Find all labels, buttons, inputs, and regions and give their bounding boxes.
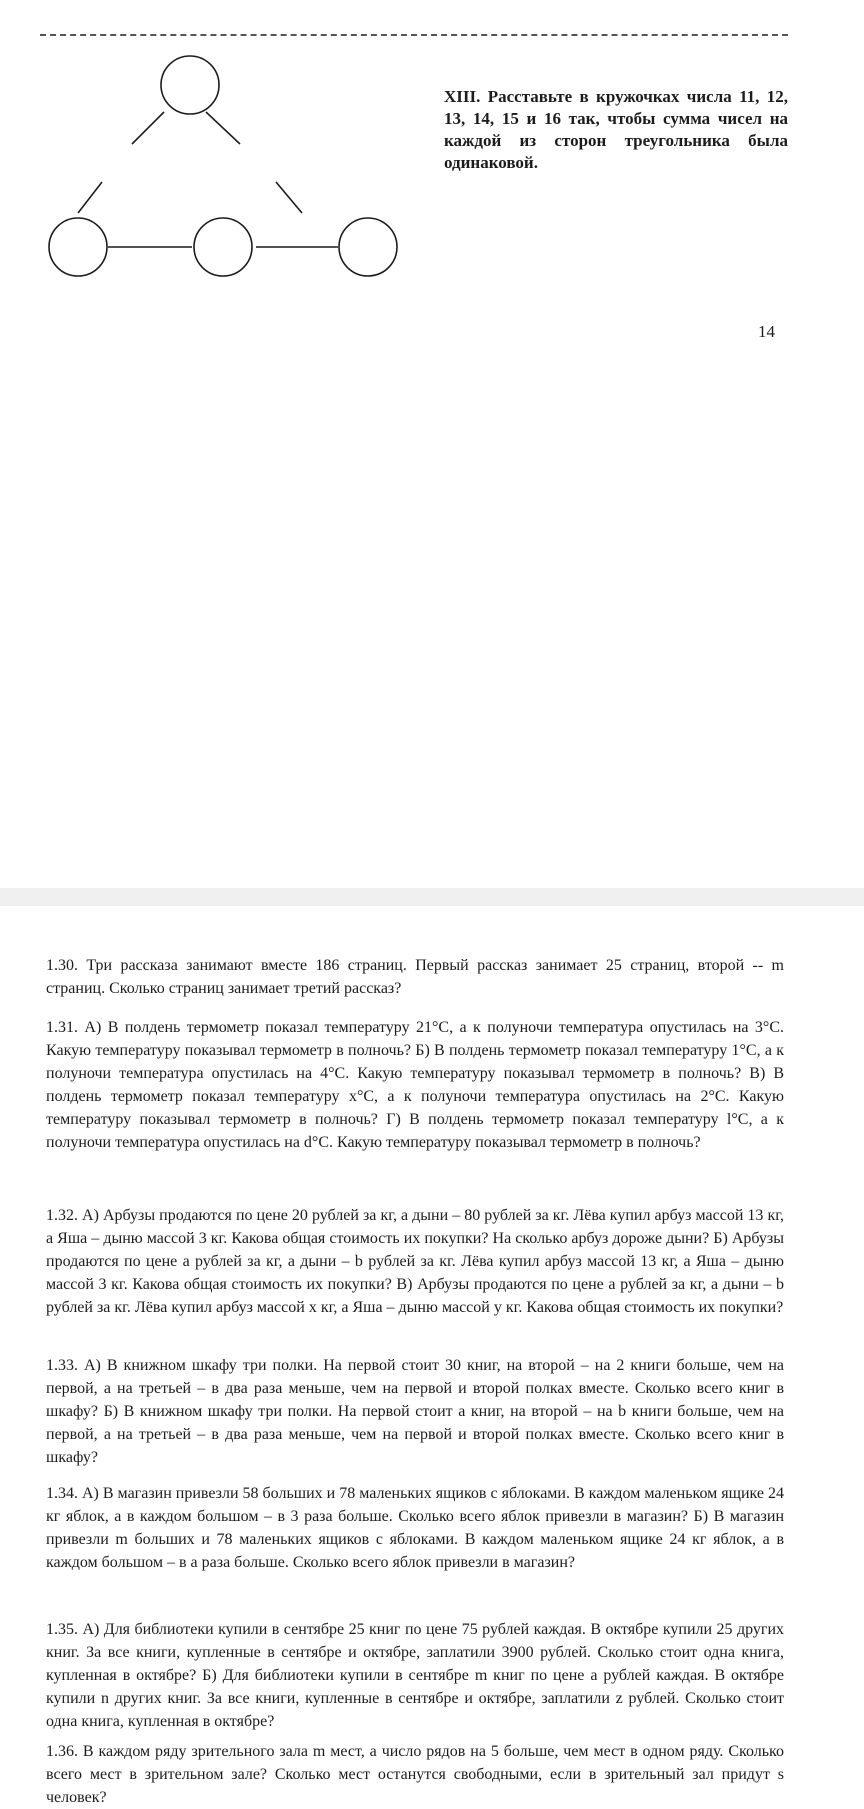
edge-right-mid-to-bottom-right [276, 182, 302, 213]
problem-1-32: 1.32. А) Арбузы продаются по цене 20 рублей за кг, а дыни – 80 рублей за кг. Лёва купил арбуз массой 13 кг, а Яша – дыню массой 3 кг. Какова общая стоимость их покупки? На сколько арбуз дороже дыни? Б) Арбузы продаются по цене a рублей за кг, а дыни – b рублей за кг. Лёва купил арбуз массой 13 кг, а Яша – дыню массой 3 кг. Какова общая стоимость их покупки? В) Арбузы продаются по цене a рублей за кг, а дыни – b рублей за кг. Лёва купил арбуз массой x кг, а Яша – дыню массой y кг. Какова общая стоимость их покупки? [46, 1207, 784, 1316]
task-xiii-text: XIII. Расставьте в кружочках числа 11, 12, 13, 14, 15 и 16 так, чтобы сумма чисел на каждой из сторон треугольника была одинаковой. [444, 87, 788, 172]
circle-bottom-left [49, 218, 107, 276]
edge-top-to-left-mid [132, 112, 164, 144]
page-separator [0, 888, 864, 906]
circle-top [161, 56, 219, 114]
cut-line [40, 34, 788, 36]
circle-bottom-right [339, 218, 397, 276]
top-page [0, 0, 864, 888]
circle-bottom-middle [194, 218, 252, 276]
problem-1-33: 1.33. А) В книжном шкафу три полки. На первой стоит 30 книг, на второй – на 2 книги больше, чем на первой, а на третьей – в два раза меньше, чем на первой и второй полках вместе. Сколько всего книг в шкафу? Б) В книжном шкафу три полки. На первой стоит a книг, на второй – на b книги больше, чем на первой, а на третьей – в два раза меньше, чем на первой и второй полках вместе. Сколько всего книг в шкафу? [46, 1357, 784, 1466]
edge-top-to-right-mid [206, 112, 240, 144]
problem-1-36: 1.36. В каждом ряду зрительного зала m мест, а число рядов на 5 больше, чем мест в одном ряду. Сколько всего мест в зрительном зале? Сколько мест останутся свободными, если в зрительный зал придут s человек? [46, 1743, 784, 1806]
problem-1-30: 1.30. Три рассказа занимают вместе 186 страниц. Первый рассказ занимает 25 страниц, второй -- m страниц. Сколько страниц занимает третий рассказ? [46, 957, 784, 997]
page-number: 14 [758, 322, 775, 341]
triangle-circles-diagram [48, 50, 400, 286]
edge-left-mid-to-bottom-left [78, 182, 102, 213]
problem-1-31: 1.31. А) В полдень термометр показал температуру 21°C, а к полуночи температура опустилась на 3°C. Какую температуру показывал термометр в полночь? Б) В полдень термометр показал температуру 1°C, а к полуночи температура опустилась на 4°C. Какую температуру показывал термометр в полночь? В) В полдень термометр показал температуру x°C, а к полуночи температура опустилась на 2°C. Какую температуру показывал термометр в полночь? Г) В полдень термометр показал температуру l°C, а к полуночи температура опустилась на d°C. Какую температуру показывал термометр в полночь? [46, 1019, 784, 1151]
problem-1-34: 1.34. А) В магазин привезли 58 больших и 78 маленьких ящиков с яблоками. В каждом маленьком ящике 24 кг яблок, а в каждом большом – в 3 раза больше. Сколько всего яблок привезли в магазин? Б) В магазин привезли m больших и 78 маленьких ящиков с яблоками. В каждом маленьком ящике 24 кг яблок, а в каждом большом – в a раза больше. Сколько всего яблок привезли в магазин? [46, 1485, 785, 1571]
problem-1-35: 1.35. А) Для библиотеки купили в сентябре 25 книг по цене 75 рублей каждая. В октябре купили 25 других книг. За все книги, купленные в сентябре и октябре, заплатили 3900 рублей. Сколько стоит одна книга, купленная в октябре? Б) Для библиотеки купили в сентябре m книг по цене a рублей каждая. В октябре купили n других книг. За все книги, купленные в сентябре и октябре, заплатили z рублей. Сколько стоит одна книга, купленная в октябре? [46, 1621, 784, 1730]
bottom-page [0, 906, 864, 1806]
